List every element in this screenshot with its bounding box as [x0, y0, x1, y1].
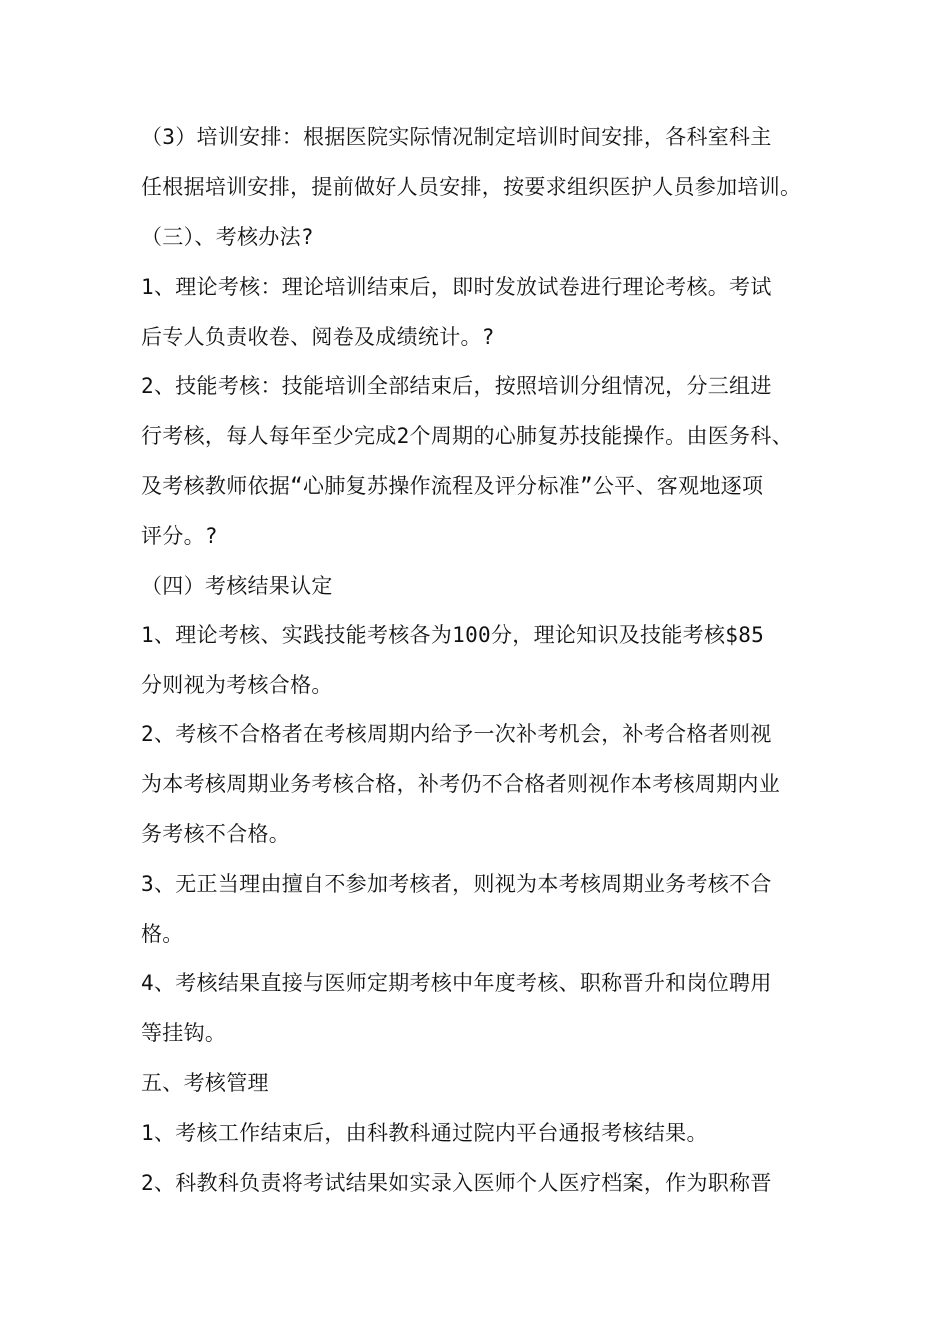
text-line-4: 1、理论考核：理论培训结束后，即时发放试卷进行理论考核。考试 — [141, 275, 772, 299]
section-heading-4: （四）考核结果认定 — [141, 574, 333, 598]
text-line-13: 2、考核不合格者在考核周期内给予一次补考机会，补考合格者则视 — [141, 722, 772, 746]
text-line-22: 2、科教科负责将考试结果如实录入医师个人医疗档案，作为职称晋 — [141, 1171, 772, 1195]
text-line-12: 分则视为考核合格。 — [141, 673, 333, 697]
text-line-9: 评分。? — [141, 524, 218, 548]
text-line-18: 4、考核结果直接与医师定期考核中年度考核、职称晋升和岗位聘用 — [141, 971, 772, 995]
text-line-15: 务考核不合格。 — [141, 822, 291, 846]
text-line-11: 1、理论考核、实践技能考核各为100分，理论知识及技能考核$85 — [141, 623, 765, 647]
text-line-1: （3）培训安排：根据医院实际情况制定培训时间安排，各科室科主 — [141, 125, 772, 149]
text-line-19: 等挂钩。 — [141, 1021, 227, 1045]
section-heading-3: （三）、考核办法? — [141, 225, 314, 249]
text-line-2: 任根据培训安排，提前做好人员安排，按要求组织医护人员参加培训。 — [141, 175, 802, 199]
text-line-21: 1、考核工作结束后，由科教科通过院内平台通报考核结果。 — [141, 1121, 708, 1145]
text-line-17: 格。 — [141, 922, 184, 946]
text-line-8: 及考核教师依据“心肺复苏操作流程及评分标准”公平、客观地逐项 — [141, 474, 764, 498]
text-line-6: 2、技能考核：技能培训全部结束后，按照培训分组情况，分三组进 — [141, 374, 772, 398]
text-line-14: 为本考核周期业务考核合格，补考仍不合格者则视作本考核周期内业 — [141, 772, 780, 796]
text-line-5: 后专人负责收卷、阅卷及成绩统计。? — [141, 325, 495, 349]
text-line-7: 行考核，每人每年至少完成2个周期的心肺复苏技能操作。由医务科、 — [141, 424, 793, 448]
text-line-16: 3、无正当理由擅自不参加考核者，则视为本考核周期业务考核不合 — [141, 872, 772, 896]
section-heading-5: 五、考核管理 — [141, 1071, 269, 1095]
